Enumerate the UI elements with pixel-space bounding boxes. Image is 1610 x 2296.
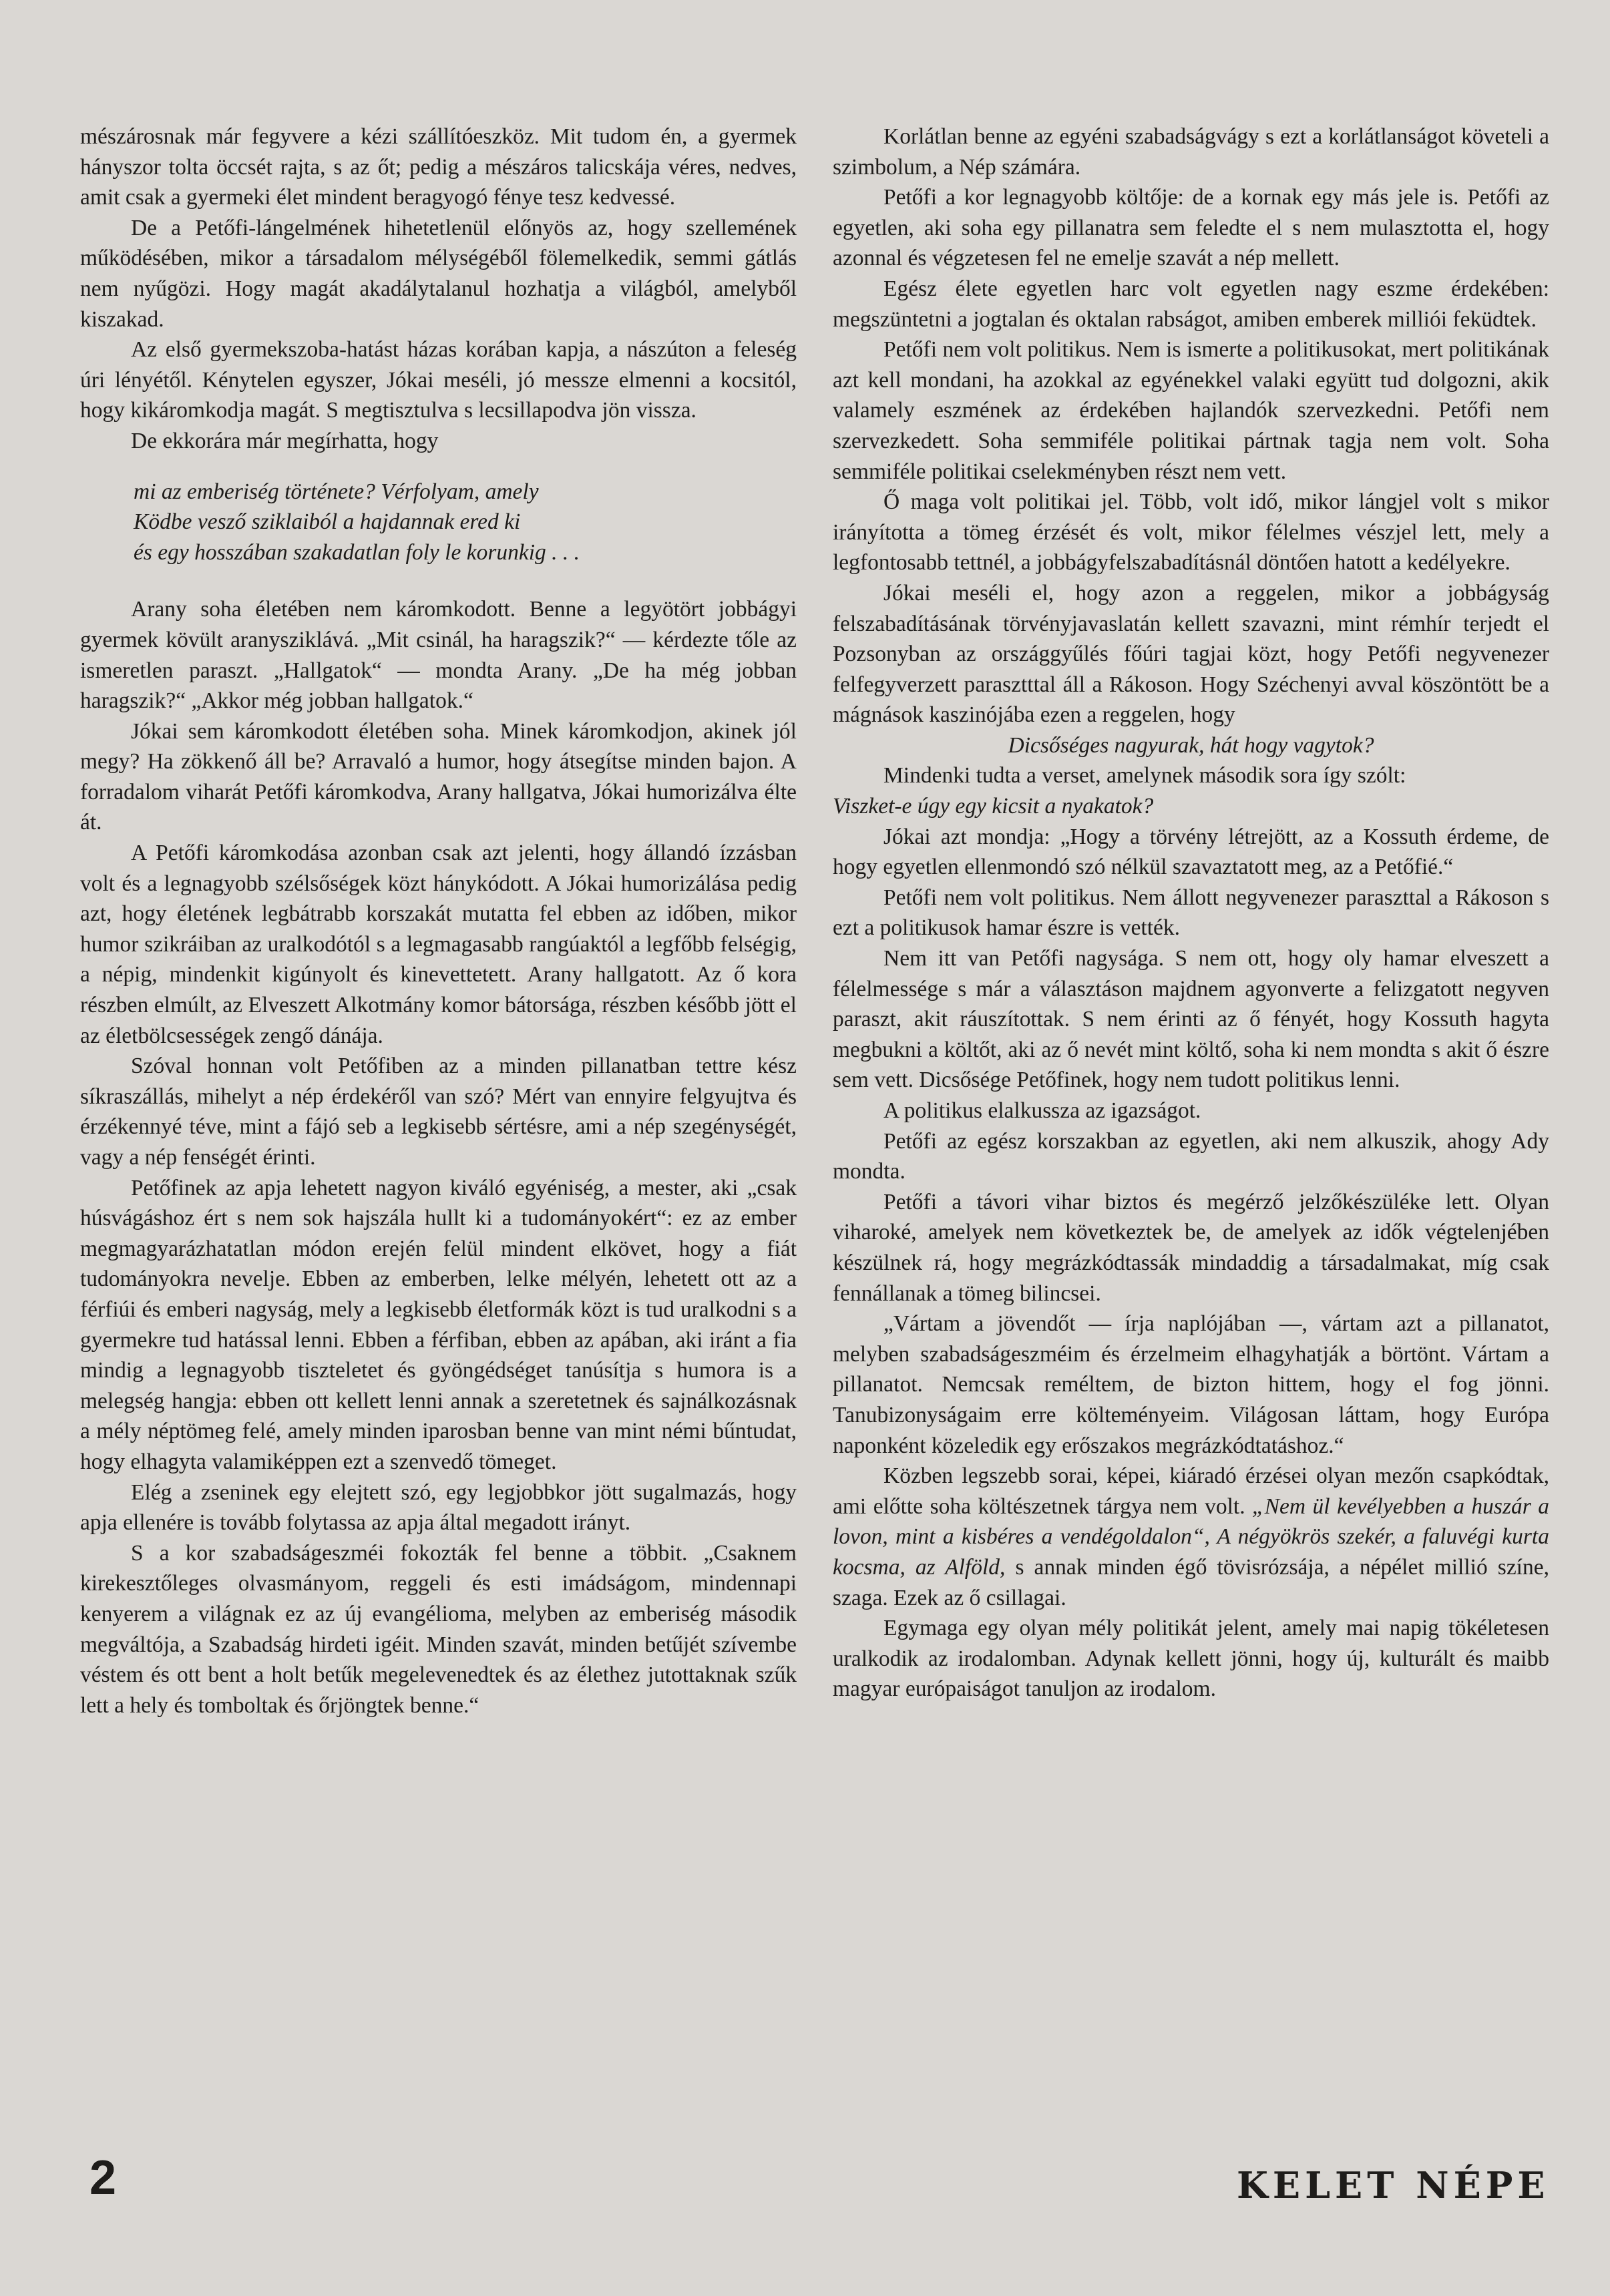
paragraph: Jókai azt mondja: „Hogy a törvény létrejött, az a Kossuth érdeme, de hogy egyetlen ellenmondó szó nélkül szavaztatott meg, az a Petőfié.“ <box>833 824 1549 880</box>
verse-quote: Dicsőséges nagyurak, hát hogy vagytok? <box>1008 732 1374 758</box>
verse-line: Ködbe vesző sziklaiból a hajdannak ered ki <box>134 509 521 535</box>
page-number: 2 <box>89 2151 117 2205</box>
verse-line: mi az emberiség története? Vérfolyam, amely <box>134 479 539 504</box>
paragraph: mészárosnak már fegyvere a kézi szállítóeszköz. Mit tudom én, a gyermek hányszor tolta öccsét rajta, s az őt; pedig a mészáros talicskája véres, nedves, amit csak a gyermeki élet mindent beragyogó fénye tesz kedvessé. <box>80 124 797 210</box>
paragraph: Petőfi a távori vihar biztos és megérző jelzőkészüléke lett. Olyan viharoké, amelyek nem következtek be, de amelyek az idők végtelenjében készülnek rá, hogy megrázkódtassák mindaddig a társadalmakat, míg csak fennállanak a tömeg bilincsei. <box>833 1189 1549 1306</box>
paragraph: Jókai meséli el, hogy azon a reggelen, mikor a jobbágyság felszabadításának törvényjavaslatán kellett szavazni, mint rémhír terjedt el Pozsonyban az országgyűlés főúri tagjai közt, hogy Petőfi negyvenezer felfegyverzett parasztttal áll a Rákoson. Hogy Széchenyi avval köszöntött be a mágnások kaszinójába ezen a reggelen, hogy <box>833 580 1549 728</box>
paragraph: Mindenki tudta a verset, amelynek második sora így szólt: <box>883 763 1406 788</box>
verse-quote: Viszket-e úgy egy kicsit a nyakatok? <box>833 794 1154 819</box>
paragraph: De ekkorára már megírhatta, hogy <box>131 428 439 453</box>
paragraph: Petőfinek az apja lehetett nagyon kiváló egyéniség, a mester, aki „csak húsvágáshoz ért s nem sok hajszála hullt ki a tudományokért“: ez az ember megmagyarázhatatlan módon erején felül mindent elkövet, hogy a fiát tudományokra nevelje. Ebben az emberben, lelke mélyén, lehetett ott az a férfiúi és emberi nagyság, mely a legkisebb életformák közt is tud uralkodni s a gyermekre tud hatással lenni. Ebben a férfiban, ebben az apában, aki iránt a fia mindig a legnagyobb tiszteletet és gyöngédséget tanúsítja s humora is a melegség hangja: ebben ott kellett lenni annak a szeretetnek és sajnálkozásnak a mély néptömeg felé, amely minden iparosban benne van mint némi bűntudat, hogy elhagyta valamiképpen ezt a szenvedő tömeget. <box>80 1175 797 1474</box>
paragraph: Ő maga volt politikai jel. Több, volt idő, mikor lángjel volt s mikor irányította a tömeg érzését és volt, mikor félelmes vészjel lett, mely a legfontosabb tettnél, a jobbágyfelszabadításnál döntően hatott a kedélyekre. <box>833 489 1549 576</box>
paragraph: A politikus elalkussza az igazságot. <box>883 1098 1201 1123</box>
paragraph <box>833 1461 1549 1613</box>
paragraph-text: s annak minden égő tövisrózsája, a népélet millió színe, szaga. Ezek az ő csillagai. <box>833 1554 1549 1610</box>
paragraph: Petőfi az egész korszakban az egyetlen, aki nem alkuszik, ahogy Ady mondta. <box>833 1128 1549 1184</box>
paragraph: Korlátlan benne az egyéni szabadságvágy s ezt a korlátlanságot követeli a szimbolum, a Nép számára. <box>833 124 1549 180</box>
paragraph: Arany soha életében nem káromkodott. Benne a legyötört jobbágyi gyermek kövült aranysziklává. „Mit csinál, ha haragszik?“ — kérdezte tőle az ismeretlen paraszt. „Hallgatok“ — mondta Arany. „De ha még jobban haragszik?“ „Akkor még jobban hallgatok.“ <box>80 597 797 714</box>
paragraph: Szóval honnan volt Petőfiben az a minden pillanatban tettre kész síkraszállás, mihelyt a nép érdekéről van szó? Mért van ennyire felgyujtva és érzékennyé téve, mint a fájó seb a legkisebb sértésre, ami a nép szegénységét, vagy a nép fenségét érinti. <box>80 1054 797 1170</box>
paragraph: Elég a zseninek egy elejtett szó, egy legjobbkor jött sugalmazás, hogy apja ellenére is tovább folytassa az apja által megadott irányt. <box>80 1479 797 1536</box>
left-column <box>80 122 797 1720</box>
paragraph: Petőfi nem volt politikus. Nem állott negyvenezer paraszttal a Rákoson s ezt a politikusok hamar észre is vették. <box>833 885 1549 941</box>
paragraph-text: Közben legszebb sorai, képei, kiáradó érzései olyan mezőn csapkódtak, ami előtte soha költészetnek tárgya nem volt. <box>833 1463 1549 1519</box>
right-column <box>833 122 1549 1704</box>
paragraph: S a kor szabadságeszméi fokozták fel benne a többit. „Csaknem kirekesztőleges olvasmányom, reggeli és esti imádságom, mindennapi kenyerem a világnak ez az új evangélioma, melyben az emberiség második megváltója, a Szabadság hirdeti igéit. Minden szavát, minden betűjét szívembe véstem és ott bent a holt betűk megelevenedtek és az élethez jutottaknak szűk lett a hely és tomboltak és őrjöngtek benne.“ <box>80 1540 797 1718</box>
paragraph: A Petőfi káromkodása azonban csak azt jelenti, hogy állandó ízzásban volt és a legnagyobb szélsőségek közt hánykódott. A Jókai humorizálása pedig azt, hogy életének legbátrabb korszakát mutatta fel ebben az időben, mikor humor szikráiban az uralkodótól s a legmagasabb rangúaktól a legfőbb felségig, a népig, mindenkit kigúnyolt és kinevettetett. Arany hallgatott. Az ő kora részben elmúlt, az Elveszett Alkotmány komor bátorsága, részben később jött el az életbölcsességek zengő dánája. <box>80 841 797 1048</box>
paragraph: Petőfi a kor legnagyobb költője: de a kornak egy más jele is. Petőfi az egyetlen, aki soha egy pillanatra sem feledte el s nem mulasztotta el, hogy azonnal és végzetesen fel ne emelje szavát a nép mellett. <box>833 185 1549 271</box>
paragraph: Petőfi nem volt politikus. Nem is ismerte a politikusokat, mert politikának azt kell mondani, ha azokkal az egyénekkel valaki együtt tud dolgozni, akik valamely eszmének az érdekében hajlandók szervezkedni. Petőfi nem szervezkedett. Soha semmiféle politikai pártnak tagja nem volt. Soha semmiféle politikai cselekményben részt nem vett. <box>833 337 1549 484</box>
paragraph: Egész élete egyetlen harc volt egyetlen nagy eszme érdekében: megszüntetni a jogtalan és oktalan rabságot, amiben emberek milliói feküdtek. <box>833 276 1549 332</box>
paragraph: Az első gyermekszoba-hatást házas korában kapja, a nászúton a feleség úri lényétől. Kénytelen egyszer, Jókai meséli, jó messze elmenni a kocsitól, hogy kikáromkodja magát. S megtisztulva s lecsillapodva jön vissza. <box>80 337 797 423</box>
masthead: KELET NÉPE <box>1237 2164 1550 2207</box>
paragraph: Nem itt van Petőfi nagysága. S nem ott, hogy oly hamar elveszett a félelmessége s már a választáson majdnem agyonverte a felizgatott negyven paraszt, akit ráuszítottak. S nem érinti az ő fényét, hogy Kossuth hagyta megbukni a költőt, aki az ő nevét mint költő, soha ki nem mondta s akit ő észre sem vett. Dicsősége Petőfinek, hogy nem tudott politikus lenni. <box>833 946 1549 1093</box>
paragraph: Jókai sem káromkodott életében soha. Minek káromkodjon, akinek jól megy? Ha zökkenő áll be? Arravaló a humor, hogy átsegítse minden bajon. A forradalom viharát Petőfi káromkodva, Arany hallgatva, Jókai humorizálva élte át. <box>80 718 797 835</box>
italic-quote: „Nem ül kevélyebben a huszár a lovon, mint a kisbéres a vendégoldalon“, A négyökrös szekér, a faluvégi kurta kocsma, az Alföld, <box>833 1494 1549 1580</box>
verse-line: és egy hosszában szakadatlan foly le korunkig . . . <box>134 539 580 565</box>
poem-quote <box>134 477 797 568</box>
paragraph: „Vártam a jövendőt — írja naplójában —, vártam azt a pillanatot, melyben szabadságeszméim és érzelmeim elhagyhatják a börtönt. Vártam a pillanatot. Nemcsak reméltem, de bizton hittem, hogy el fog jönni. Tanubizonyságaim erre költeményeim. Világosan láttam, hogy Európa naponként közeledik egy erőszakos megrázkódtatáshoz.“ <box>833 1311 1549 1458</box>
paragraph: Egymaga egy olyan mély politikát jelent, amely mai napig tökéletesen uralkodik az irodalomban. Adynak kellett jönni, hogy új, kulturált és maibb magyar európaiságot tanuljon az irodalom. <box>833 1616 1549 1702</box>
paragraph: De a Petőfi-lángelmének hihetetlenül előnyös az, hogy szellemének működésében, mikor a társadalom mélységéből fölemelkedik, semmi gátlás nem nyűgözi. Hogy magát akadálytalanul hozhatja a világból, amelyből kiszakad. <box>80 215 797 332</box>
